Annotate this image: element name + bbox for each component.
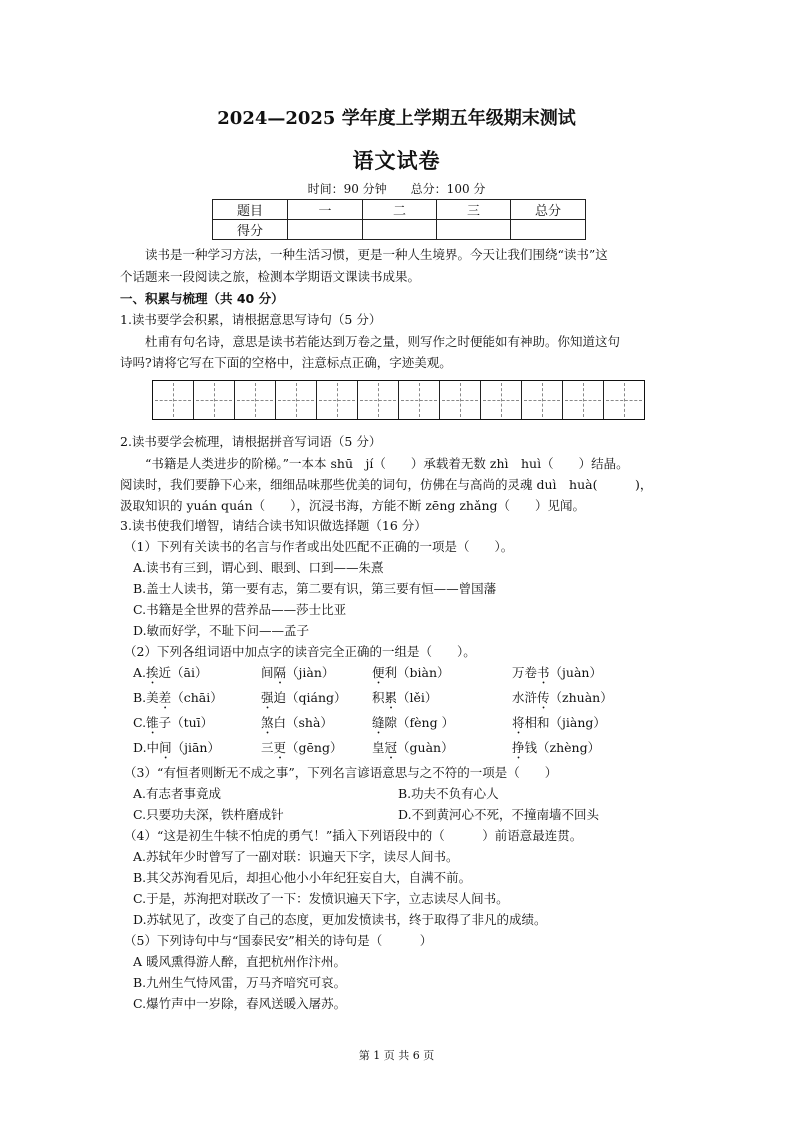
sub-question-stem: （1）下列有关读书的名言与作者或出处匹配不正确的一项是（ ）。 (124, 539, 514, 554)
time-and-score-info: 时间：90 分钟 总分：100 分 (307, 182, 486, 196)
dotted-char: 锥 (146, 715, 159, 730)
score-input-cell[interactable] (288, 220, 363, 240)
pinyin-option[interactable] (372, 688, 437, 712)
writing-cell[interactable] (234, 381, 275, 419)
option-pre: A. (133, 665, 147, 680)
writing-cell[interactable] (480, 381, 521, 419)
option-d[interactable]: D.敏而好学，不耻下问——孟子 (133, 623, 310, 638)
pinyin-option[interactable] (133, 663, 207, 687)
sub-question-stem: （5）下列诗句中与“国泰民安”相关的诗句是（ ） (124, 933, 433, 948)
option-post: 迫（qiáng） (273, 690, 347, 705)
pinyin-option[interactable] (261, 688, 347, 712)
option-post: （zhuàn） (549, 690, 613, 705)
option-pre: D.中 (133, 740, 160, 755)
option-d[interactable]: D.苏轼见了，改变了自己的态度，更加发愤读书，终于取得了非凡的成绩。 (133, 912, 547, 927)
writing-cell[interactable] (316, 381, 357, 419)
question-title: 2.读书要学会梳理，请根据拼音写词语（5 分） (120, 434, 382, 449)
writing-cell[interactable] (275, 381, 316, 419)
writing-cell[interactable] (398, 381, 439, 419)
option-pre: 间 (261, 665, 274, 680)
score-input-cell[interactable] (363, 220, 437, 240)
pinyin-option[interactable] (512, 688, 613, 712)
option-d[interactable]: D.不到黄河心不死，不撞南墙不回头 (398, 807, 600, 822)
score-cell: 题目 (213, 200, 288, 220)
score-cell: 得分 (213, 220, 288, 240)
dotted-char: 将 (512, 715, 525, 730)
pinyin-option[interactable] (372, 738, 454, 762)
score-cell: 一 (288, 200, 363, 220)
option-post: 钱（zhèng） (524, 740, 601, 755)
score-input-cell[interactable] (511, 220, 586, 240)
intro-line: 个话题来一段阅读之旅，检测本学期语文课读书成果。 (120, 269, 421, 284)
section-heading: 一、积累与梳理（共 40 分） (120, 291, 284, 306)
writing-cell[interactable] (521, 381, 562, 419)
writing-cell[interactable] (193, 381, 234, 419)
dotted-char: 强 (261, 690, 274, 705)
option-post: （lěi） (397, 690, 438, 705)
pinyin-option[interactable] (261, 738, 342, 762)
score-cell: 三 (437, 200, 511, 220)
sub-question-stem: （3）“有恒者则断无不成之事”，下列名言谚语意思与之不符的一项是（ ） (124, 765, 558, 780)
poem-writing-grid[interactable] (152, 380, 645, 420)
sub-question-stem: （2）下列各组词语中加点字的读音完全正确的一组是（ ）。 (124, 644, 476, 659)
option-pre: C. (133, 715, 147, 730)
score-cell: 总分 (511, 200, 586, 220)
dotted-char: 挣 (512, 740, 525, 755)
option-post: 利（biàn） (384, 665, 450, 680)
option-post: （chāi） (171, 690, 223, 705)
option-c[interactable]: C.只要功夫深，铁杵磨成针 (133, 807, 284, 822)
writing-cell[interactable] (603, 381, 644, 419)
pinyin-option[interactable] (133, 688, 223, 712)
pinyin-option[interactable] (261, 713, 333, 737)
pinyin-option[interactable] (133, 738, 220, 762)
option-b[interactable]: B.九州生气恃风雷，万马齐喑究可哀。 (133, 975, 347, 990)
option-post: （juàn） (549, 665, 602, 680)
dotted-char: 挨 (146, 665, 159, 680)
page-number-footer: 第 1 页 共 6 页 (358, 1049, 435, 1062)
writing-cell[interactable] (357, 381, 398, 419)
score-table-score-row (213, 220, 586, 240)
dotted-char: 传 (537, 690, 550, 705)
option-a[interactable]: A.苏轼年少时曾写了一副对联：识遍天下字，读尽人间书。 (133, 849, 459, 864)
option-pre: 积 (372, 690, 385, 705)
option-post: 近（āi） (158, 665, 208, 680)
option-post: （jiàn） (286, 665, 335, 680)
dotted-char: 煞 (261, 715, 274, 730)
dotted-char: 累 (384, 690, 398, 705)
dotted-char: 间 (159, 740, 172, 755)
question-text: “书籍是人类进步的阶梯。”一本本 shū jí（ ）承载着无数 zhì huì（ ）结晶。 (145, 456, 629, 471)
pinyin-option[interactable] (372, 713, 454, 737)
dotted-char: 缝 (372, 715, 385, 730)
question-text: 杜甫有句名诗，意思是读书若能达到万卷之量，则写作之时便能如有神助。你知道这句 (145, 334, 621, 349)
option-post: 子（tuī） (158, 715, 214, 730)
pinyin-option[interactable] (372, 663, 450, 687)
score-input-cell[interactable] (437, 220, 511, 240)
writing-cell[interactable] (439, 381, 480, 419)
exam-title: 2024—2025 学年度上学期五年级期末测试 (217, 108, 576, 129)
exam-subtitle: 语文试卷 (352, 148, 441, 173)
sub-question-stem: （4）“这是初生牛犊不怕虎的勇气！”插入下列语段中的（ ）前语意最连贯。 (124, 828, 583, 843)
question-title: 3.读书使我们增智，请结合读书知识做选择题（16 分） (120, 518, 427, 533)
writing-cell[interactable] (153, 381, 193, 419)
pinyin-option[interactable] (133, 713, 213, 737)
dotted-char: 冠 (384, 740, 398, 755)
option-post: （jiān） (171, 740, 220, 755)
option-a[interactable]: A.读书有三到，谓心到、眼到、口到——朱熹 (133, 560, 384, 575)
question-text: 汲取知识的 yuán quán（ ），沉浸书海，方能不断 zēng zhǎng（ ）见闻。 (120, 498, 585, 513)
writing-cell[interactable] (562, 381, 603, 419)
option-pre: 水浒 (512, 690, 538, 705)
intro-line: 读书是一种学习方法，一种生活习惯，更是一种人生境界。今天让我们围绕“读书”这 (145, 247, 608, 262)
dotted-char: 书 (537, 665, 550, 680)
pinyin-option[interactable] (512, 663, 602, 687)
option-post: 相和（jiàng） (524, 715, 606, 730)
option-post: 白（shà） (273, 715, 333, 730)
question-text: 诗吗?请将它写在下面的空格中，注意标点正确，字迹美观。 (120, 355, 452, 370)
option-post: （guàn） (397, 740, 454, 755)
option-c[interactable]: C.爆竹声中一岁除，春风送暖入屠苏。 (133, 996, 347, 1011)
pinyin-option[interactable] (261, 663, 334, 687)
option-b[interactable]: B.功夫不负有心人 (398, 786, 499, 801)
score-table (212, 199, 586, 240)
option-pre: 皇 (372, 740, 385, 755)
question-text: 阅读时，我们要静下心来，细细品味那些优美的词句，仿佛在与高尚的灵魂 duì huà( )， (120, 477, 653, 492)
option-c[interactable]: C.于是，苏洵把对联改了一下：发愤识遍天下字，立志读尽人间书。 (133, 891, 509, 906)
option-pre: 万卷 (512, 665, 538, 680)
option-post: 隙（fèng ） (384, 715, 455, 730)
option-a[interactable]: A.有志者事竟成 (133, 786, 222, 801)
option-c[interactable]: C.书籍是全世界的营养品——莎士比亚 (133, 602, 347, 617)
dotted-char: 便 (372, 665, 385, 680)
option-pre: 三 (261, 740, 274, 755)
score-table-header-row (213, 200, 586, 220)
pinyin-option[interactable] (512, 713, 606, 737)
option-b[interactable]: B.盖士人读书，第一要有志，第二要有识，第三要有恒——曾国藩 (133, 581, 497, 596)
option-a[interactable]: A 暖风熏得游人醉，直把杭州作汴州。 (133, 954, 347, 969)
option-b[interactable]: B.其父苏洵看见后，却担心他小小年纪狂妄自大，自满不前。 (133, 870, 472, 885)
option-post: （gēng） (286, 740, 343, 755)
dotted-char: 隔 (273, 665, 287, 680)
question-title: 1.读书要学会积累，请根据意思写诗句（5 分） (120, 312, 382, 327)
dotted-char: 差 (158, 690, 172, 705)
score-cell: 二 (363, 200, 437, 220)
pinyin-option[interactable] (512, 738, 600, 762)
option-pre: B.美 (133, 690, 159, 705)
dotted-char: 更 (273, 740, 287, 755)
